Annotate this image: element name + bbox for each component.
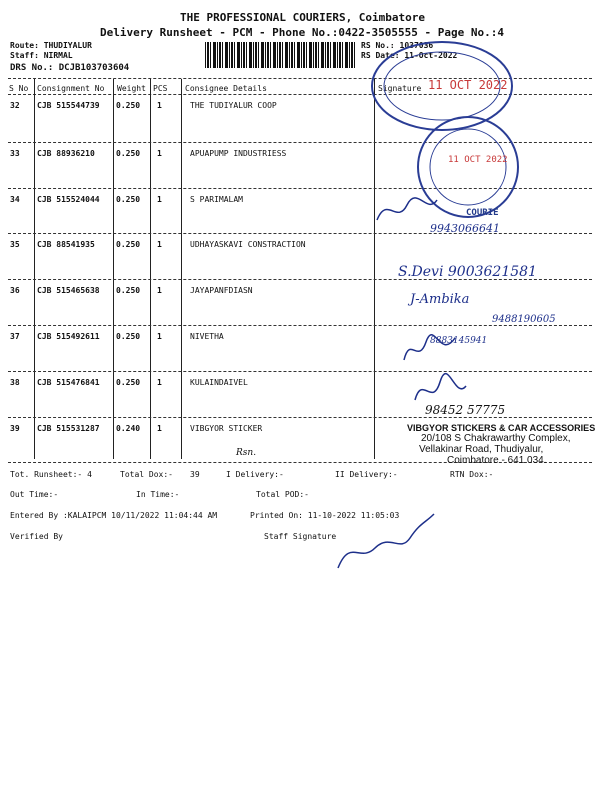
stamp-date-1: 11 OCT 2022 (428, 78, 508, 92)
rtn-dox: RTN Dox:- (450, 470, 494, 479)
row-weight: 0.250 (116, 195, 141, 204)
row-sno: 34 (10, 195, 20, 204)
company-address-2: Vellakinar Road, Thudiyalur, (419, 444, 544, 455)
row-weight: 0.250 (116, 332, 141, 341)
row-sno: 32 (10, 101, 20, 110)
out-time: Out Time:- (10, 490, 59, 499)
handwritten-phone-4: 9488190605 (492, 314, 556, 325)
handwritten-phone-2: S.Devi 9003621581 (398, 264, 537, 280)
row-sno: 38 (10, 378, 20, 387)
signature-scribble (400, 330, 460, 370)
row-pcs: 1 (157, 149, 162, 158)
row-consignee: KULAINDAIVEL (190, 378, 248, 387)
signature-scribble (372, 190, 442, 230)
column-line (374, 79, 375, 459)
signature-scribble (410, 372, 470, 412)
ii-delivery: II Delivery:- (335, 470, 398, 479)
row-pcs: 1 (157, 286, 162, 295)
row-consignment: CJB 515476841 (37, 378, 100, 387)
runsheet-title: THE PROFESSIONAL COURIERS, Coimbatore (180, 11, 426, 24)
staff-signature-label: Staff Signature (264, 532, 337, 541)
row-weight: 0.250 (116, 240, 141, 249)
row-consignment: CJB 515544739 (37, 101, 100, 110)
handwritten-name: J-Ambika (410, 292, 470, 307)
row-sno: 37 (10, 332, 20, 341)
row-sno: 36 (10, 286, 20, 295)
row-pcs: 1 (157, 332, 162, 341)
column-line (34, 79, 35, 459)
row-consignee: NIVETHA (190, 332, 224, 341)
row-pcs: 1 (157, 101, 162, 110)
handwritten-phone-5: 8883145941 (430, 336, 488, 346)
row-consignment: CJB 515465638 (37, 286, 100, 295)
col-signature: Signature (378, 84, 422, 93)
total-runsheet: Tot. Runsheet:- 4 (10, 470, 92, 479)
printed-on: Printed On: 11-10-2022 11:05:03 (250, 511, 400, 520)
row-weight: 0.250 (116, 378, 141, 387)
company-address-3: Coimbatore - 641 034. (447, 455, 547, 466)
row-consignee: UDHAYASKAVI CONSTRACTION (190, 240, 306, 249)
row-consignment: CJB 515531287 (37, 424, 100, 433)
row-sno: 35 (10, 240, 20, 249)
row-divider (8, 233, 592, 234)
row-pcs: 1 (157, 378, 162, 387)
row-consignee: JAYAPANFDIASN (190, 286, 253, 295)
stamp-courier-text: COURIE (466, 208, 499, 218)
row-consignee: APUAPUMP INDUSTRIESS (190, 149, 287, 158)
row-consignee: THE TUDIYALUR COOP (190, 101, 277, 110)
total-pod: Total POD:- (256, 490, 309, 499)
row-weight: 0.250 (116, 149, 141, 158)
handwritten-rsn: Rsn. (236, 448, 257, 458)
route-label: Route: THUDIYALUR (10, 41, 92, 50)
drs-number: DRS No.: DCJB103703604 (10, 63, 130, 73)
verified-by: Verified By (10, 532, 63, 541)
row-weight: 0.240 (116, 424, 141, 433)
row-divider (8, 371, 592, 372)
col-pcs: PCS (153, 84, 168, 93)
handwritten-phone-1: 9943066641 (430, 222, 500, 235)
staff-label: Staff: NIRMAL (10, 51, 73, 60)
i-delivery: I Delivery:- (226, 470, 284, 479)
col-consignee: Consignee Details (185, 84, 267, 93)
row-sno: 39 (10, 424, 20, 433)
handwritten-phone-6: 98452 57775 (425, 403, 506, 417)
col-sno: S No (9, 84, 29, 93)
row-consignment: CJB 515492611 (37, 332, 100, 341)
in-time: In Time:- (136, 490, 180, 499)
row-pcs: 1 (157, 195, 162, 204)
column-line (150, 79, 151, 459)
row-consignment: CJB 88541935 (37, 240, 95, 249)
company-name: VIBGYOR STICKERS & CAR ACCESSORIES (407, 423, 596, 433)
entered-by: Entered By :KALAIPCM 10/11/2022 11:04:44 AM (10, 511, 218, 520)
barcode (205, 42, 355, 68)
row-sno: 33 (10, 149, 20, 158)
column-line (113, 79, 114, 459)
total-dox-value: 39 (190, 470, 200, 479)
stamp-date-2: 11 OCT 2022 (448, 155, 508, 165)
column-line (181, 79, 182, 459)
row-consignee: S PARIMALAM (190, 195, 243, 204)
runsheet-subtitle: Delivery Runsheet - PCM - Phone No.:0422-3505555 - Page No.:4 (100, 26, 504, 39)
company-stamp (407, 423, 595, 466)
staff-signature-scribble (330, 508, 440, 578)
col-consignment: Consignment No (37, 84, 105, 93)
total-dox-label: Total Dox:- (120, 470, 173, 479)
row-consignee: VIBGYOR STICKER (190, 424, 263, 433)
row-consignment: CJB 88936210 (37, 149, 95, 158)
company-address-1: 20/108 S Chakrawarthy Complex, (421, 433, 571, 444)
col-weight: Weight (117, 84, 146, 93)
row-pcs: 1 (157, 424, 162, 433)
row-weight: 0.250 (116, 286, 141, 295)
row-pcs: 1 (157, 240, 162, 249)
rs-date: RS Date: 11-Oct-2022 (361, 51, 458, 60)
rs-number: RS No.: 1037036 (361, 41, 434, 50)
row-divider (8, 325, 592, 326)
row-weight: 0.250 (116, 101, 141, 110)
row-divider (8, 417, 592, 418)
row-consignment: CJB 515524044 (37, 195, 100, 204)
